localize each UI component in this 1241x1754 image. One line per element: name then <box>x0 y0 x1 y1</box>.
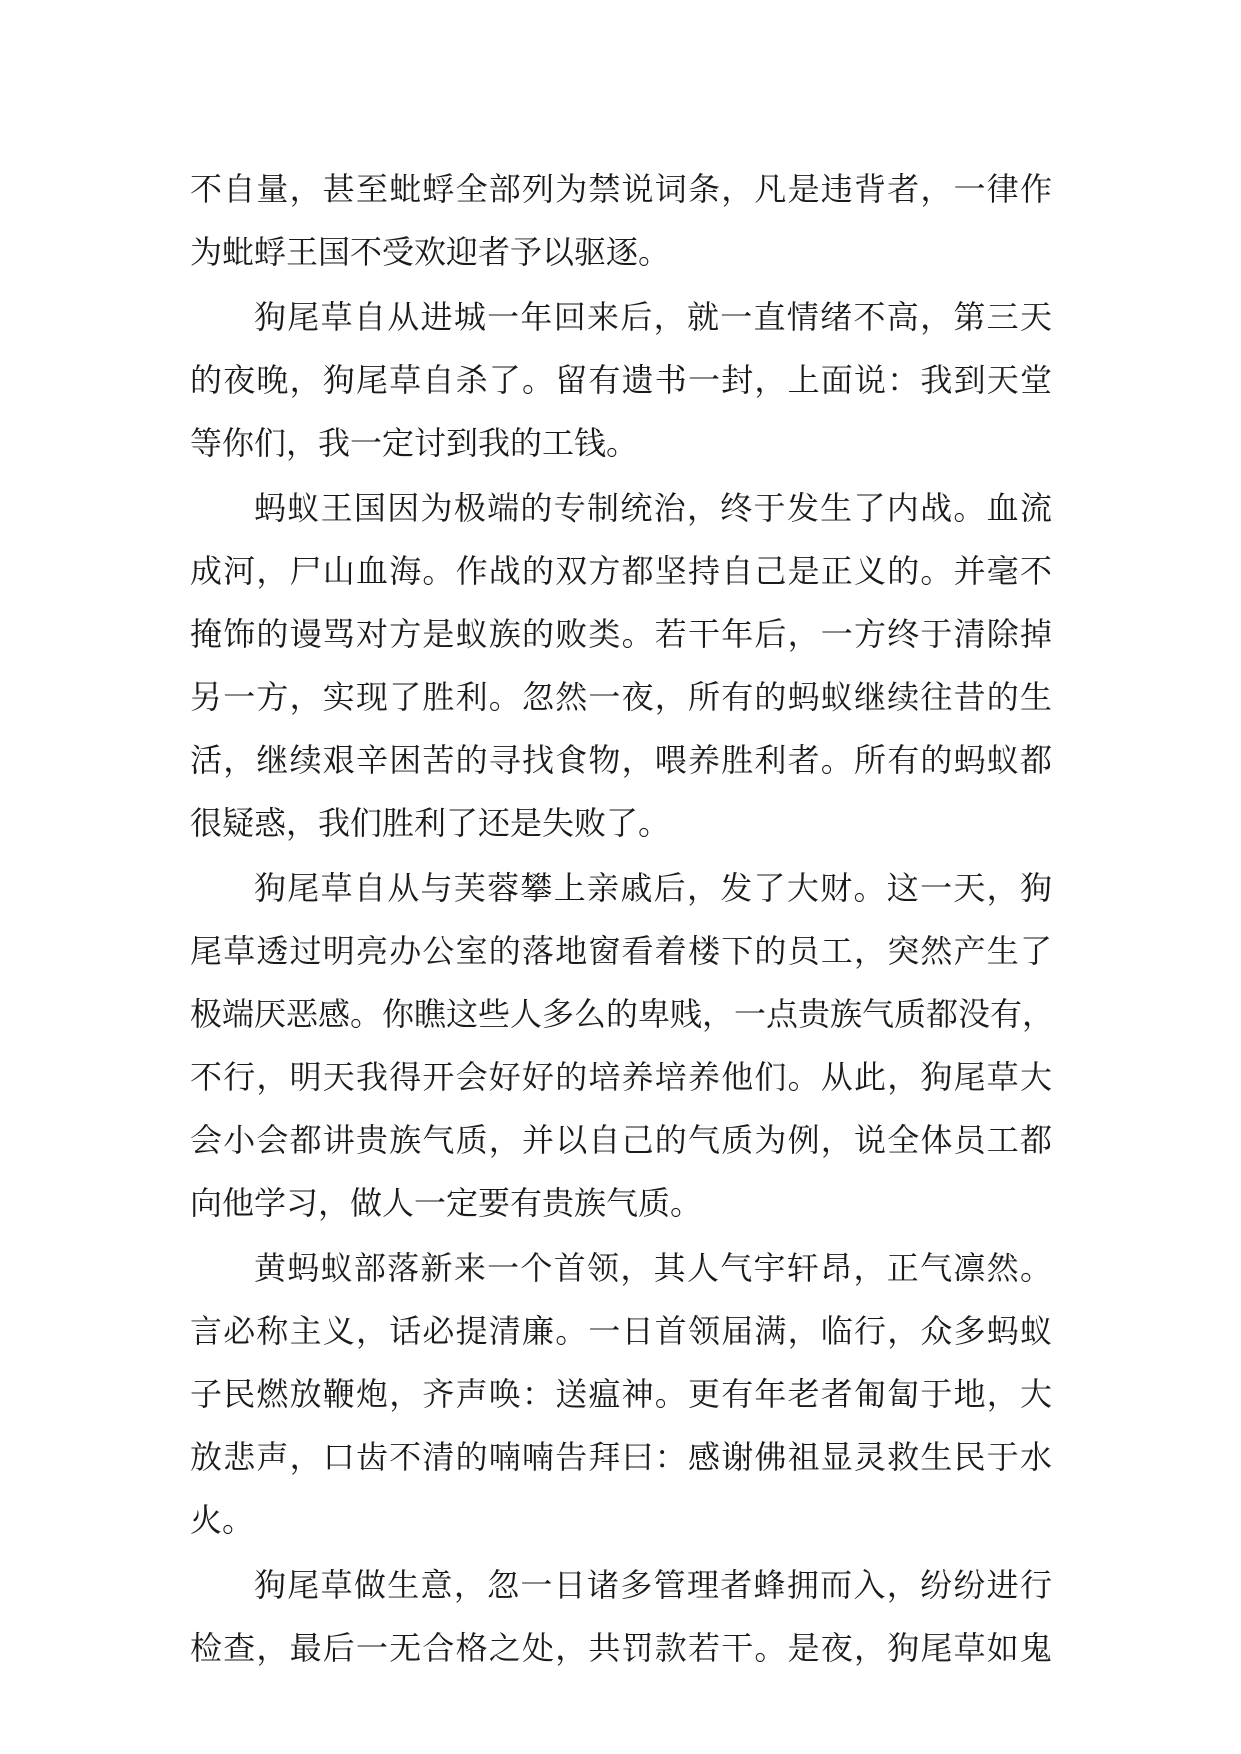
paragraph <box>190 286 1052 475</box>
text-line: 极端厌恶感。你瞧这些人多么的卑贱，一点贵族气质都没有， <box>190 995 1055 1033</box>
text-line: 黄蚂蚁部落新来一个首领，其人气宇轩昂，正气凛然。 <box>254 1249 1052 1287</box>
text-line: 狗尾草做生意，忽一日诸多管理者蜂拥而入，纷纷进行 <box>254 1566 1052 1604</box>
text-line: 会小会都讲贵族气质，并以自己的气质为例，说全体员工都 <box>190 1121 1052 1159</box>
text-line: 子民燃放鞭炮，齐声唤：送瘟神。更有年老者匍匐于地，大 <box>190 1375 1052 1413</box>
paragraph <box>190 477 1052 855</box>
text-line: 向他学习，做人一定要有贵族气质。 <box>190 1184 703 1222</box>
text-line: 等你们，我一定讨到我的工钱。 <box>190 424 639 462</box>
text-line: 火。 <box>190 1501 255 1539</box>
text-line: 放悲声，口齿不清的喃喃告拜曰：感谢佛祖显灵救生民于水 <box>190 1438 1052 1476</box>
paragraph <box>190 158 1052 284</box>
paragraph <box>190 857 1055 1235</box>
text-line: 很疑惑，我们胜利了还是失败了。 <box>190 804 671 842</box>
paragraph <box>190 1237 1052 1552</box>
text-line: 的夜晚，狗尾草自杀了。留有遗书一封，上面说：我到天堂 <box>190 361 1052 399</box>
text-line: 狗尾草自从与芙蓉攀上亲戚后，发了大财。这一天，狗 <box>254 869 1052 907</box>
text-line: 活，继续艰辛困苦的寻找食物，喂养胜利者。所有的蚂蚁都 <box>190 741 1052 779</box>
body-text <box>190 158 1055 1682</box>
text-line: 另一方，实现了胜利。忽然一夜，所有的蚂蚁继续往昔的生 <box>190 678 1052 716</box>
text-line: 蚂蚁王国因为极端的专制统治，终于发生了内战。血流 <box>254 489 1052 527</box>
text-line: 狗尾草自从进城一年回来后，就一直情绪不高，第三天 <box>254 298 1052 336</box>
text-line: 为蚍蜉王国不受欢迎者予以驱逐。 <box>190 233 671 271</box>
paragraph <box>190 1554 1052 1680</box>
text-line: 言必称主义，话必提清廉。一日首领届满，临行，众多蚂蚁 <box>190 1312 1052 1350</box>
text-line: 不行，明天我得开会好好的培养培养他们。从此，狗尾草大 <box>190 1058 1052 1096</box>
text-line: 尾草透过明亮办公室的落地窗看着楼下的员工，突然产生了 <box>190 932 1052 970</box>
text-line: 掩饰的谩骂对方是蚁族的败类。若干年后，一方终于清除掉 <box>190 615 1052 653</box>
text-line: 检查，最后一无合格之处，共罚款若干。是夜，狗尾草如鬼 <box>190 1629 1052 1667</box>
text-line: 不自量，甚至蚍蜉全部列为禁说词条，凡是违背者，一律作 <box>190 170 1052 208</box>
text-line: 成河，尸山血海。作战的双方都坚持自己是正义的。并毫不 <box>190 552 1052 590</box>
